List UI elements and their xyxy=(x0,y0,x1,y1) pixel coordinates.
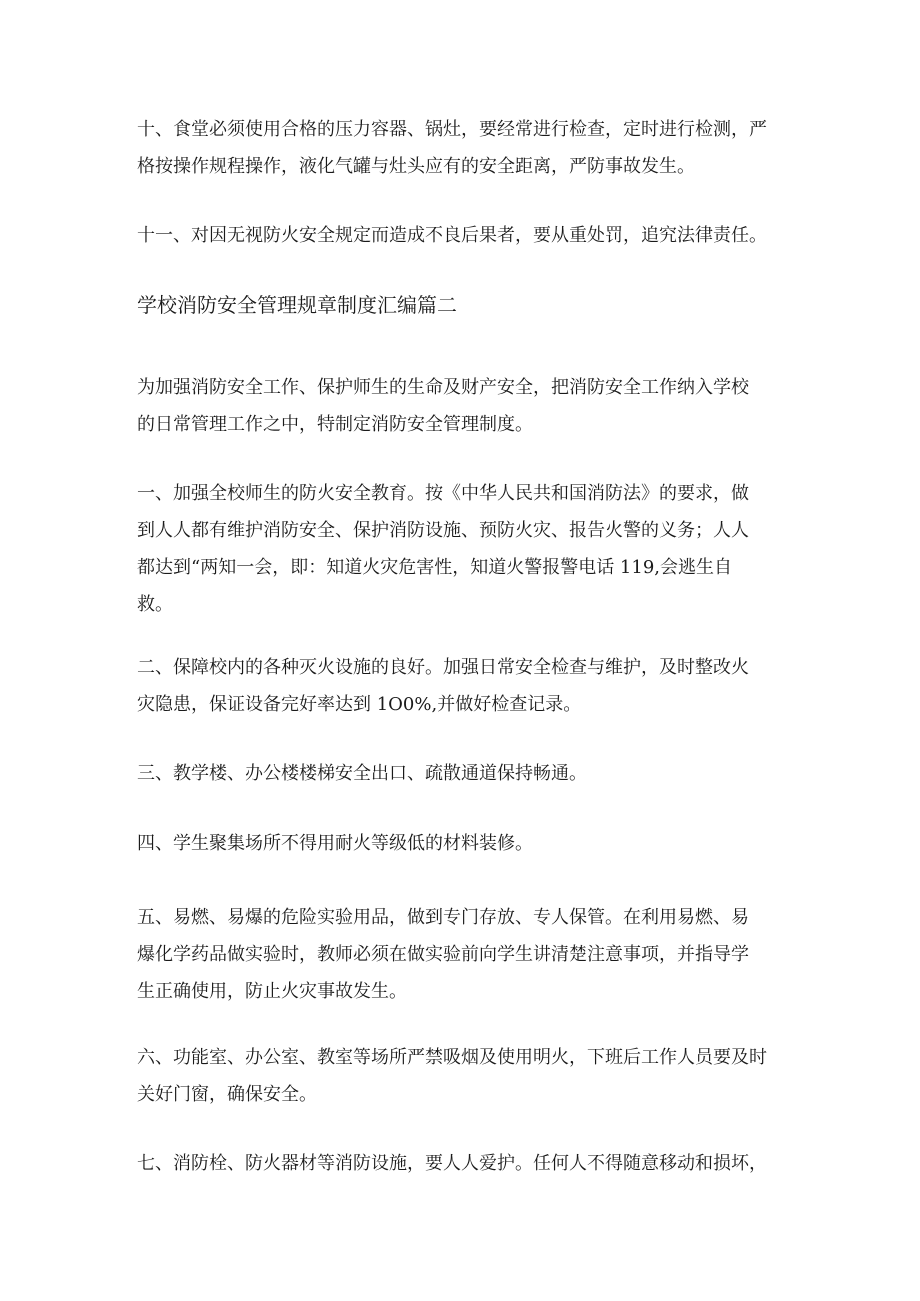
text-line: 二、保障校内的各种灭火设施的良好。加强日常安全检查与维护，及时整改火 xyxy=(137,657,749,678)
text-line: 到人人都有维护消防安全、保护消防设施、预防火灾、报告火警的义务；人人 xyxy=(137,520,749,541)
text-line: 生正确使用，防止火灾事故发生。 xyxy=(137,981,407,1002)
text-line: 灾隐患，保证设备完好率达到 1O0%,并做好检查记录。 xyxy=(137,694,582,715)
text-line: 四、学生聚集场所不得用耐火等级低的材料装修。 xyxy=(137,833,533,854)
paragraph-item-2 xyxy=(137,649,800,723)
paragraph-item-4 xyxy=(137,825,800,862)
paragraph-item-6 xyxy=(137,1039,800,1113)
text-line: 十一、对因无视防火安全规定而造成不良后果者，要从重处罚，追究法律责任。 xyxy=(137,225,767,246)
text-line: 五、易燃、易爆的危险实验用品，做到专门存放、专人保管。在利用易燃、易 xyxy=(137,907,749,928)
text-line: 的日常管理工作之中，特制定消防安全管理制度。 xyxy=(137,414,533,435)
text-line: 为加强消防安全工作、保护师生的生命及财产安全，把消防安全工作纳入学校 xyxy=(137,377,749,398)
text-line: 爆化学药品做实验时，教师必须在做实验前向学生讲清楚注意事项，并指导学 xyxy=(137,944,749,965)
text-line: 都达到“两知一会，即：知道火灾危害性，知道火警报警电话 119,会逃生自 xyxy=(137,557,732,578)
text-line: 一、加强全校师生的防火安全教育。按《中华人民共和国消防法》的要求，做 xyxy=(137,483,749,504)
text-line: 关好门窗，确保安全。 xyxy=(137,1084,317,1105)
text-line: 七、消防栓、防火器材等消防设施，要人人爱护。任何人不得随意移动和损坏， xyxy=(137,1153,767,1174)
text-line: 救。 xyxy=(137,594,173,615)
paragraph-item-10 xyxy=(137,111,800,185)
paragraph-item-1 xyxy=(137,475,800,623)
text-line: 格按操作规程操作，液化气罐与灶头应有的安全距离，严防事故发生。 xyxy=(137,156,695,177)
text-line: 三、教学楼、办公楼楼梯安全出口、疏散通道保持畅通。 xyxy=(137,763,587,784)
paragraph-item-3 xyxy=(137,755,800,792)
text-line: 十、食堂必须使用合格的压力容器、锅灶，要经常进行检查，定时进行检测，严 xyxy=(137,119,767,140)
text-line: 六、功能室、办公室、教室等场所严禁吸烟及使用明火，下班后工作人员要及时 xyxy=(137,1047,767,1068)
paragraph-item-5 xyxy=(137,899,800,1010)
paragraph-item-7 xyxy=(137,1145,800,1182)
paragraph-item-11 xyxy=(137,217,800,254)
section-heading: 学校消防安全管理规章制度汇编篇二 xyxy=(137,293,457,317)
intro-paragraph xyxy=(137,369,800,443)
